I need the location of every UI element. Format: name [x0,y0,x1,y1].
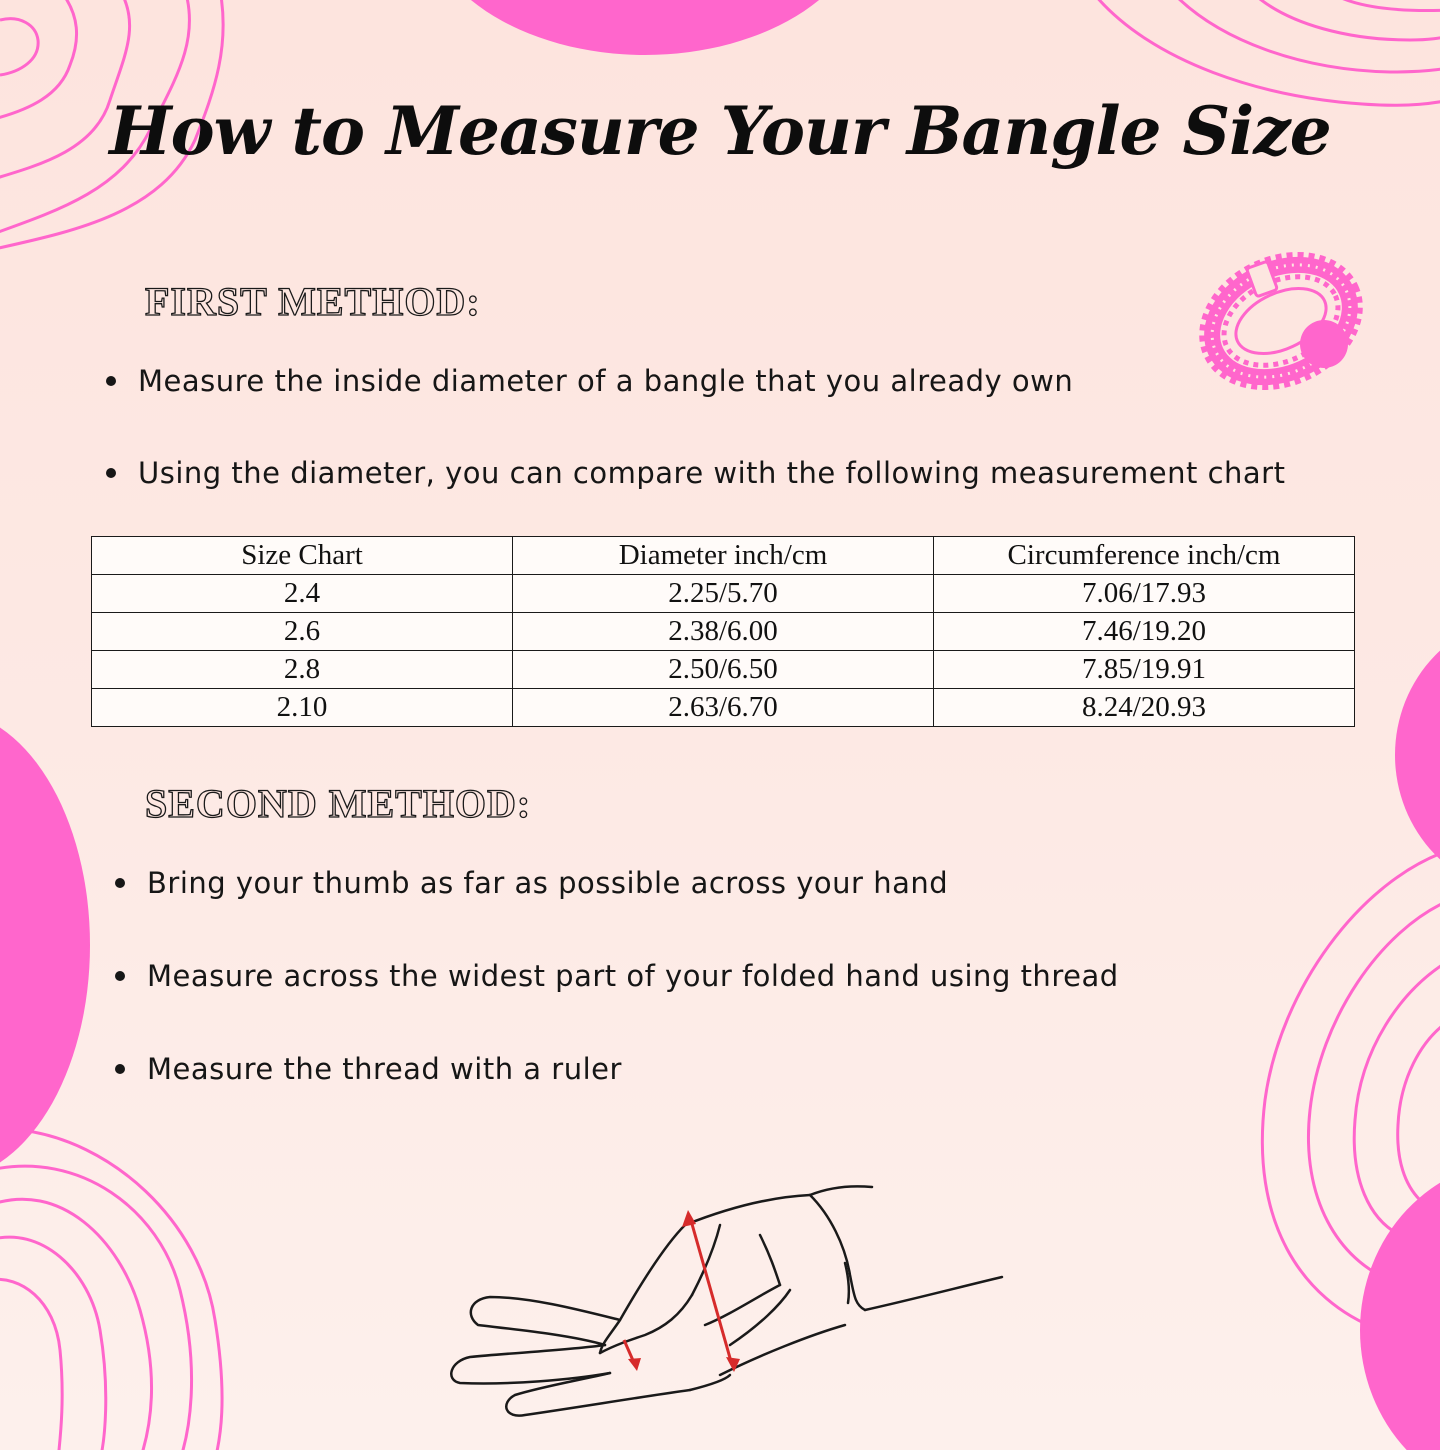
circumference-cell: 7.46/19.20 [934,613,1355,651]
diameter-cell: 2.63/6.70 [513,689,934,727]
second-method-step-1: Bring your thumb as far as possible across your hand [113,860,1119,906]
first-method-step-1: Measure the inside diameter of a bangle that you already own [104,358,1285,404]
first-method-list [104,358,1285,496]
size-cell: 2.8 [92,651,513,689]
diameter-cell: 2.38/6.00 [513,613,934,651]
size-cell: 2.4 [92,575,513,613]
circumference-cell: 8.24/20.93 [934,689,1355,727]
table-row [92,613,1355,651]
circumference-header: Circumference inch/cm [934,537,1355,575]
diameter-cell: 2.50/6.50 [513,651,934,689]
top-right-contour-lines [1095,0,1440,105]
right-upper-blob [1395,615,1440,895]
bottom-left-contour-lines [0,1130,222,1450]
second-method-heading: SECOND METHOD: [145,781,532,826]
second-method-list [113,860,1119,1092]
size-cell: 2.10 [92,689,513,727]
table-header-row [92,537,1355,575]
circumference-cell: 7.06/17.93 [934,575,1355,613]
size-cell: 2.6 [92,613,513,651]
table-row [92,651,1355,689]
page-title: How to Measure Your Bangle Size [109,92,1331,170]
circumference-cell: 7.85/19.91 [934,651,1355,689]
diameter-header: Diameter inch/cm [513,537,934,575]
left-blob [0,710,90,1180]
first-method-heading: FIRST METHOD: [145,279,481,324]
second-method-step-2: Measure across the widest part of your folded hand using thread [113,953,1119,999]
right-lower-blob [1360,1160,1440,1450]
second-method-step-3: Measure the thread with a ruler [113,1046,1119,1092]
size-chart-header: Size Chart [92,537,513,575]
top-blob [420,0,870,55]
table-row [92,689,1355,727]
diameter-cell: 2.25/5.70 [513,575,934,613]
table-row [92,575,1355,613]
first-method-step-2: Using the diameter, you can compare with the following measurement chart [104,450,1285,496]
size-chart-table [91,536,1355,727]
hand-measurement-icon [430,1175,1020,1435]
